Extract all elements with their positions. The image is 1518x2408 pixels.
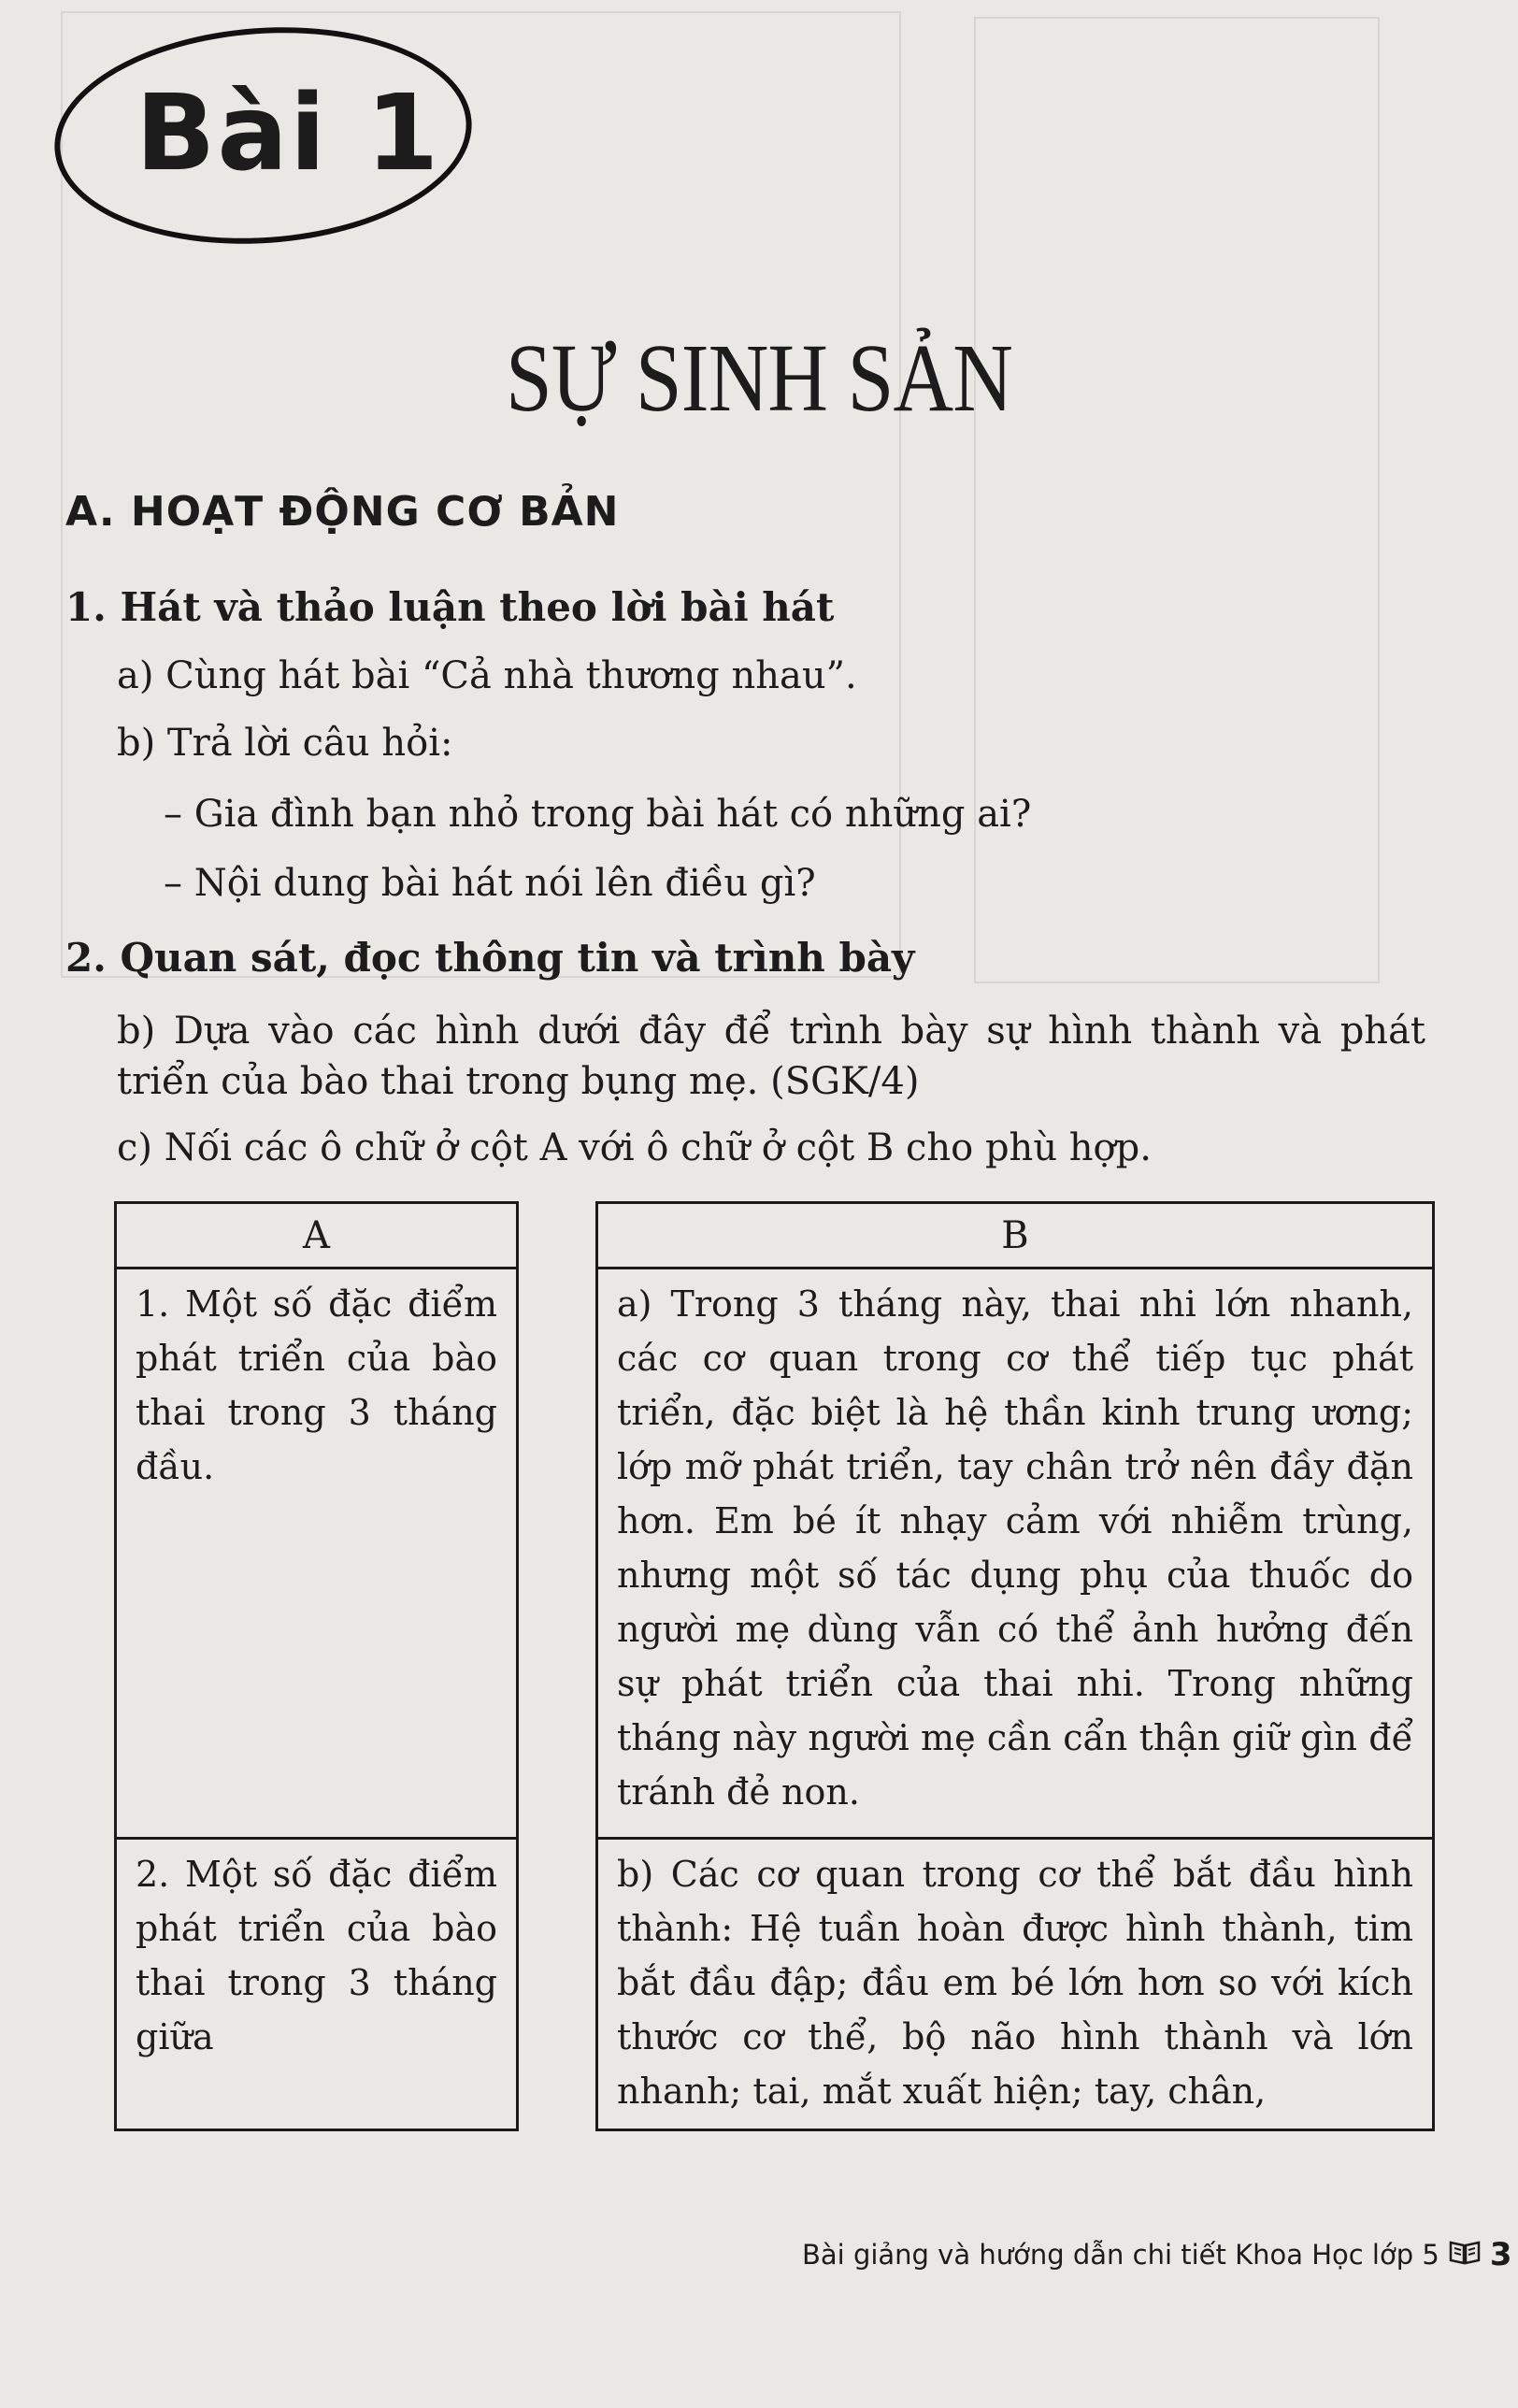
bleed-through-box-right — [974, 17, 1380, 983]
question-1b-item: – Nội dung bài hát nói lên điều gì? — [164, 862, 816, 905]
page-footer — [802, 2236, 1511, 2273]
column-b-cell: b) Các cơ quan trong cơ thể bắt đầu hình thành: Hệ tuần hoàn được hình thành, tim bắt đầu đập; đầu em bé lớn hơn so với kích thước cơ thể, bộ não hình thành và lớn nhanh; tai, mắt xuất hiện; tay, chân, — [598, 1837, 1432, 2131]
question-2b: b) Dựa vào các hình dưới đây để trình bày sự hình thành và phát triển của bào thai trong bụng mẹ. (SGK/4) — [117, 1010, 1425, 1103]
column-a-cell: 1. Một số đặc điểm phát triển của bào thai trong 3 tháng đầu. — [136, 1283, 497, 1487]
question-2-heading: 2. Quan sát, đọc thông tin và trình bày — [65, 935, 915, 981]
page-number: 3 — [1489, 2236, 1512, 2273]
question-2c: c) Nối các ô chữ ở cột A với ô chữ ở cột B cho phù hợp. — [117, 1126, 1152, 1169]
footer-text: Bài giảng và hướng dẫn chi tiết Khoa Học lớp 5 — [802, 2239, 1439, 2271]
question-1-heading: 1. Hát và thảo luận theo lời bài hát — [65, 584, 835, 630]
table-column-a — [114, 1201, 519, 2131]
book-icon — [1449, 2239, 1481, 2272]
question-1a: a) Cùng hát bài “Cả nhà thương nhau”. — [117, 654, 857, 697]
lesson-label: Bài 1 — [136, 73, 441, 194]
column-b-cell: a) Trong 3 tháng này, thai nhi lớn nhanh, các cơ quan trong cơ thể tiếp tục phát triển, đặc biệt là hệ thần kinh trung ương; lớp mỡ phát triển, tay chân trở nên đầy đặn hơn. Em bé ít nhạy cảm với nhiễm trùng, nhưng một số tác dụng phụ của thuốc do người mẹ dùng vẫn có thể ảnh hưởng đến sự phát triển của thai nhi. Trong những tháng này người mẹ cần cẩn thận giữ gìn để tránh đẻ non. — [617, 1283, 1413, 1813]
table-column-b — [595, 1201, 1435, 2131]
question-1b: b) Trả lời câu hỏi: — [117, 722, 453, 765]
column-a-header: A — [117, 1204, 516, 1269]
question-1b-item: – Gia đình bạn nhỏ trong bài hát có những ai? — [164, 793, 1032, 836]
lesson-title: SỰ SINH SẢN — [505, 324, 1013, 432]
column-b-header: B — [598, 1204, 1432, 1269]
column-a-cell: 2. Một số đặc điểm phát triển của bào thai trong 3 tháng giữa — [117, 1837, 516, 2131]
section-a-title: A. HOẠT ĐỘNG CƠ BẢN — [65, 488, 620, 536]
